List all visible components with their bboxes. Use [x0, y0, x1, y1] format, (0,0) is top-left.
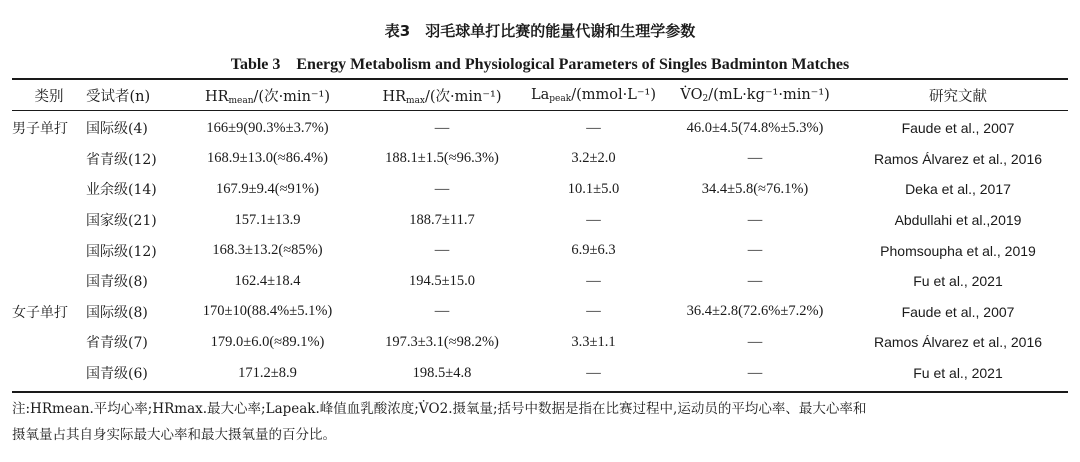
cell-subjects: 业余级(14) [86, 182, 157, 199]
table-title-chinese: 表3 羽毛球单打比赛的能量代谢和生理学参数 [384, 22, 696, 40]
cell-reference: Fu et al., 2021 [913, 273, 1003, 290]
cell-hr-max: 188.1±1.5(≈96.3%) [385, 150, 499, 167]
cell-reference: Phomsoupha et al., 2019 [880, 242, 1036, 259]
cell-hr-mean: 167.9±9.4(≈91%) [216, 180, 319, 197]
cell-hr-mean: 157.1±13.9 [234, 211, 301, 228]
cell-vo2: 34.4±5.8(≈76.1%) [701, 180, 809, 197]
cell-la-peak: — [586, 119, 601, 136]
cell-subjects: 国际级(12) [86, 243, 157, 260]
cell-vo2: — [747, 211, 763, 228]
footnote-line-1: 注:HRmean.平均心率;HRmax.最大心率;Lapeak.峰值血乳酸浓度;V̇O2.摄氧量;括号中数据是指在比赛过程中,运动员的平均心率、最大心率和 [12, 401, 867, 417]
cell-hr-mean: 171.2±8.9 [238, 364, 297, 381]
cell-hr-max: 194.5±15.0 [409, 272, 475, 289]
cell-vo2: — [747, 242, 763, 259]
table-header-row [12, 80, 1068, 110]
table-row [12, 174, 1068, 205]
cell-vo2: 36.4±2.8(72.6%±7.2%) [686, 303, 824, 320]
cell-category: 女子单打 [12, 304, 68, 321]
data-table [12, 80, 1068, 388]
cell-subjects: 国青级(6) [86, 366, 148, 383]
cell-la-peak: 10.1±5.0 [567, 180, 620, 197]
cell-category [12, 144, 86, 175]
table-row [12, 235, 1068, 266]
footnote-line-2: 摄氧量占其自身实际最大心率和最大摄氧量的百分比。 [12, 427, 336, 443]
cell-category [12, 235, 86, 266]
cell-vo2: — [747, 150, 763, 167]
cell-reference: Fu et al., 2021 [913, 365, 1003, 382]
cell-la-peak: 3.3±1.1 [571, 333, 616, 350]
table-row [12, 144, 1068, 175]
header-reference: 研究文献 [929, 88, 987, 105]
cell-hr-mean: 162.4±18.4 [234, 272, 301, 289]
cell-hr-max: — [434, 303, 450, 320]
header-hr-mean: $HR_{mean}/$(次·min⁻¹) [204, 88, 331, 106]
header-hr-max: $HR_{max}/$(次·min⁻¹) [382, 88, 502, 106]
table-row [12, 327, 1068, 358]
cell-subjects: 国青级(8) [86, 274, 148, 291]
cell-reference: Abdullahi et al.,2019 [894, 212, 1022, 229]
cell-vo2: 46.0±4.5(74.8%±5.3%) [686, 119, 824, 136]
cell-category [12, 266, 86, 297]
cell-hr-max: — [434, 119, 450, 136]
cell-hr-max: 198.5±4.8 [412, 364, 472, 381]
cell-subjects: 国际级(4) [86, 121, 148, 138]
cell-hr-mean: 168.3±13.2(≈85%) [212, 242, 323, 259]
cell-la-peak: — [586, 272, 601, 289]
table-title-english: Table 3 Energy Metabolism and Physiological Parameters of Singles Badminton Matches [230, 56, 850, 73]
table-row [12, 266, 1068, 297]
cell-category [12, 205, 86, 236]
cell-reference: Faude et al., 2007 [901, 303, 1015, 320]
cell-reference: Ramos Álvarez et al., 2016 [873, 150, 1043, 167]
cell-category [12, 327, 86, 358]
table-row [12, 205, 1068, 236]
cell-hr-mean: 166±9(90.3%±3.7%) [206, 119, 329, 136]
cell-hr-mean: 168.9±13.0(≈86.4%) [206, 150, 329, 167]
table-footnote [12, 396, 1072, 448]
cell-category [12, 358, 86, 389]
cell-subjects: 省青级(7) [86, 335, 148, 352]
cell-la-peak: — [586, 364, 601, 381]
cell-hr-max: 197.3±3.1(≈98.2%) [385, 333, 499, 350]
cell-subjects: 国际级(8) [86, 304, 148, 321]
table-row [12, 297, 1068, 328]
table-row [12, 110, 1068, 144]
cell-la-peak: 3.2±2.0 [571, 150, 616, 167]
cell-subjects: 省青级(12) [86, 151, 157, 168]
cell-la-peak: 6.9±6.3 [571, 242, 616, 259]
header-la-peak: $La_{peak}/(mmol\cdot L^{-1})$ [531, 86, 656, 104]
table-bottom-rule [12, 391, 1068, 393]
cell-la-peak: — [586, 303, 601, 320]
cell-vo2: — [747, 272, 763, 289]
table-row [12, 358, 1068, 389]
cell-hr-max: 188.7±11.7 [409, 211, 475, 228]
cell-reference: Ramos Álvarez et al., 2016 [873, 334, 1043, 351]
cell-reference: Faude et al., 2007 [901, 120, 1015, 137]
cell-vo2: — [747, 364, 763, 381]
cell-hr-mean: 179.0±6.0(≈89.1%) [210, 333, 325, 350]
cell-vo2: — [747, 333, 763, 350]
cell-la-peak: — [586, 211, 601, 228]
cell-category [12, 174, 86, 205]
cell-hr-max: — [434, 242, 450, 259]
cell-hr-mean: 170±10(88.4%±5.1%) [202, 303, 333, 320]
header-subjects: 受试者(n) [86, 88, 151, 105]
cell-category: 男子单打 [12, 121, 68, 138]
cell-subjects: 国家级(21) [86, 213, 157, 230]
cell-hr-max: — [434, 180, 450, 197]
header-category: 类别 [34, 88, 64, 105]
header-vo2: $V̇O_2/(mL\cdot kg^{-1}\cdot\min^{-1})$ [680, 86, 830, 104]
cell-reference: Deka et al., 2017 [905, 181, 1011, 198]
